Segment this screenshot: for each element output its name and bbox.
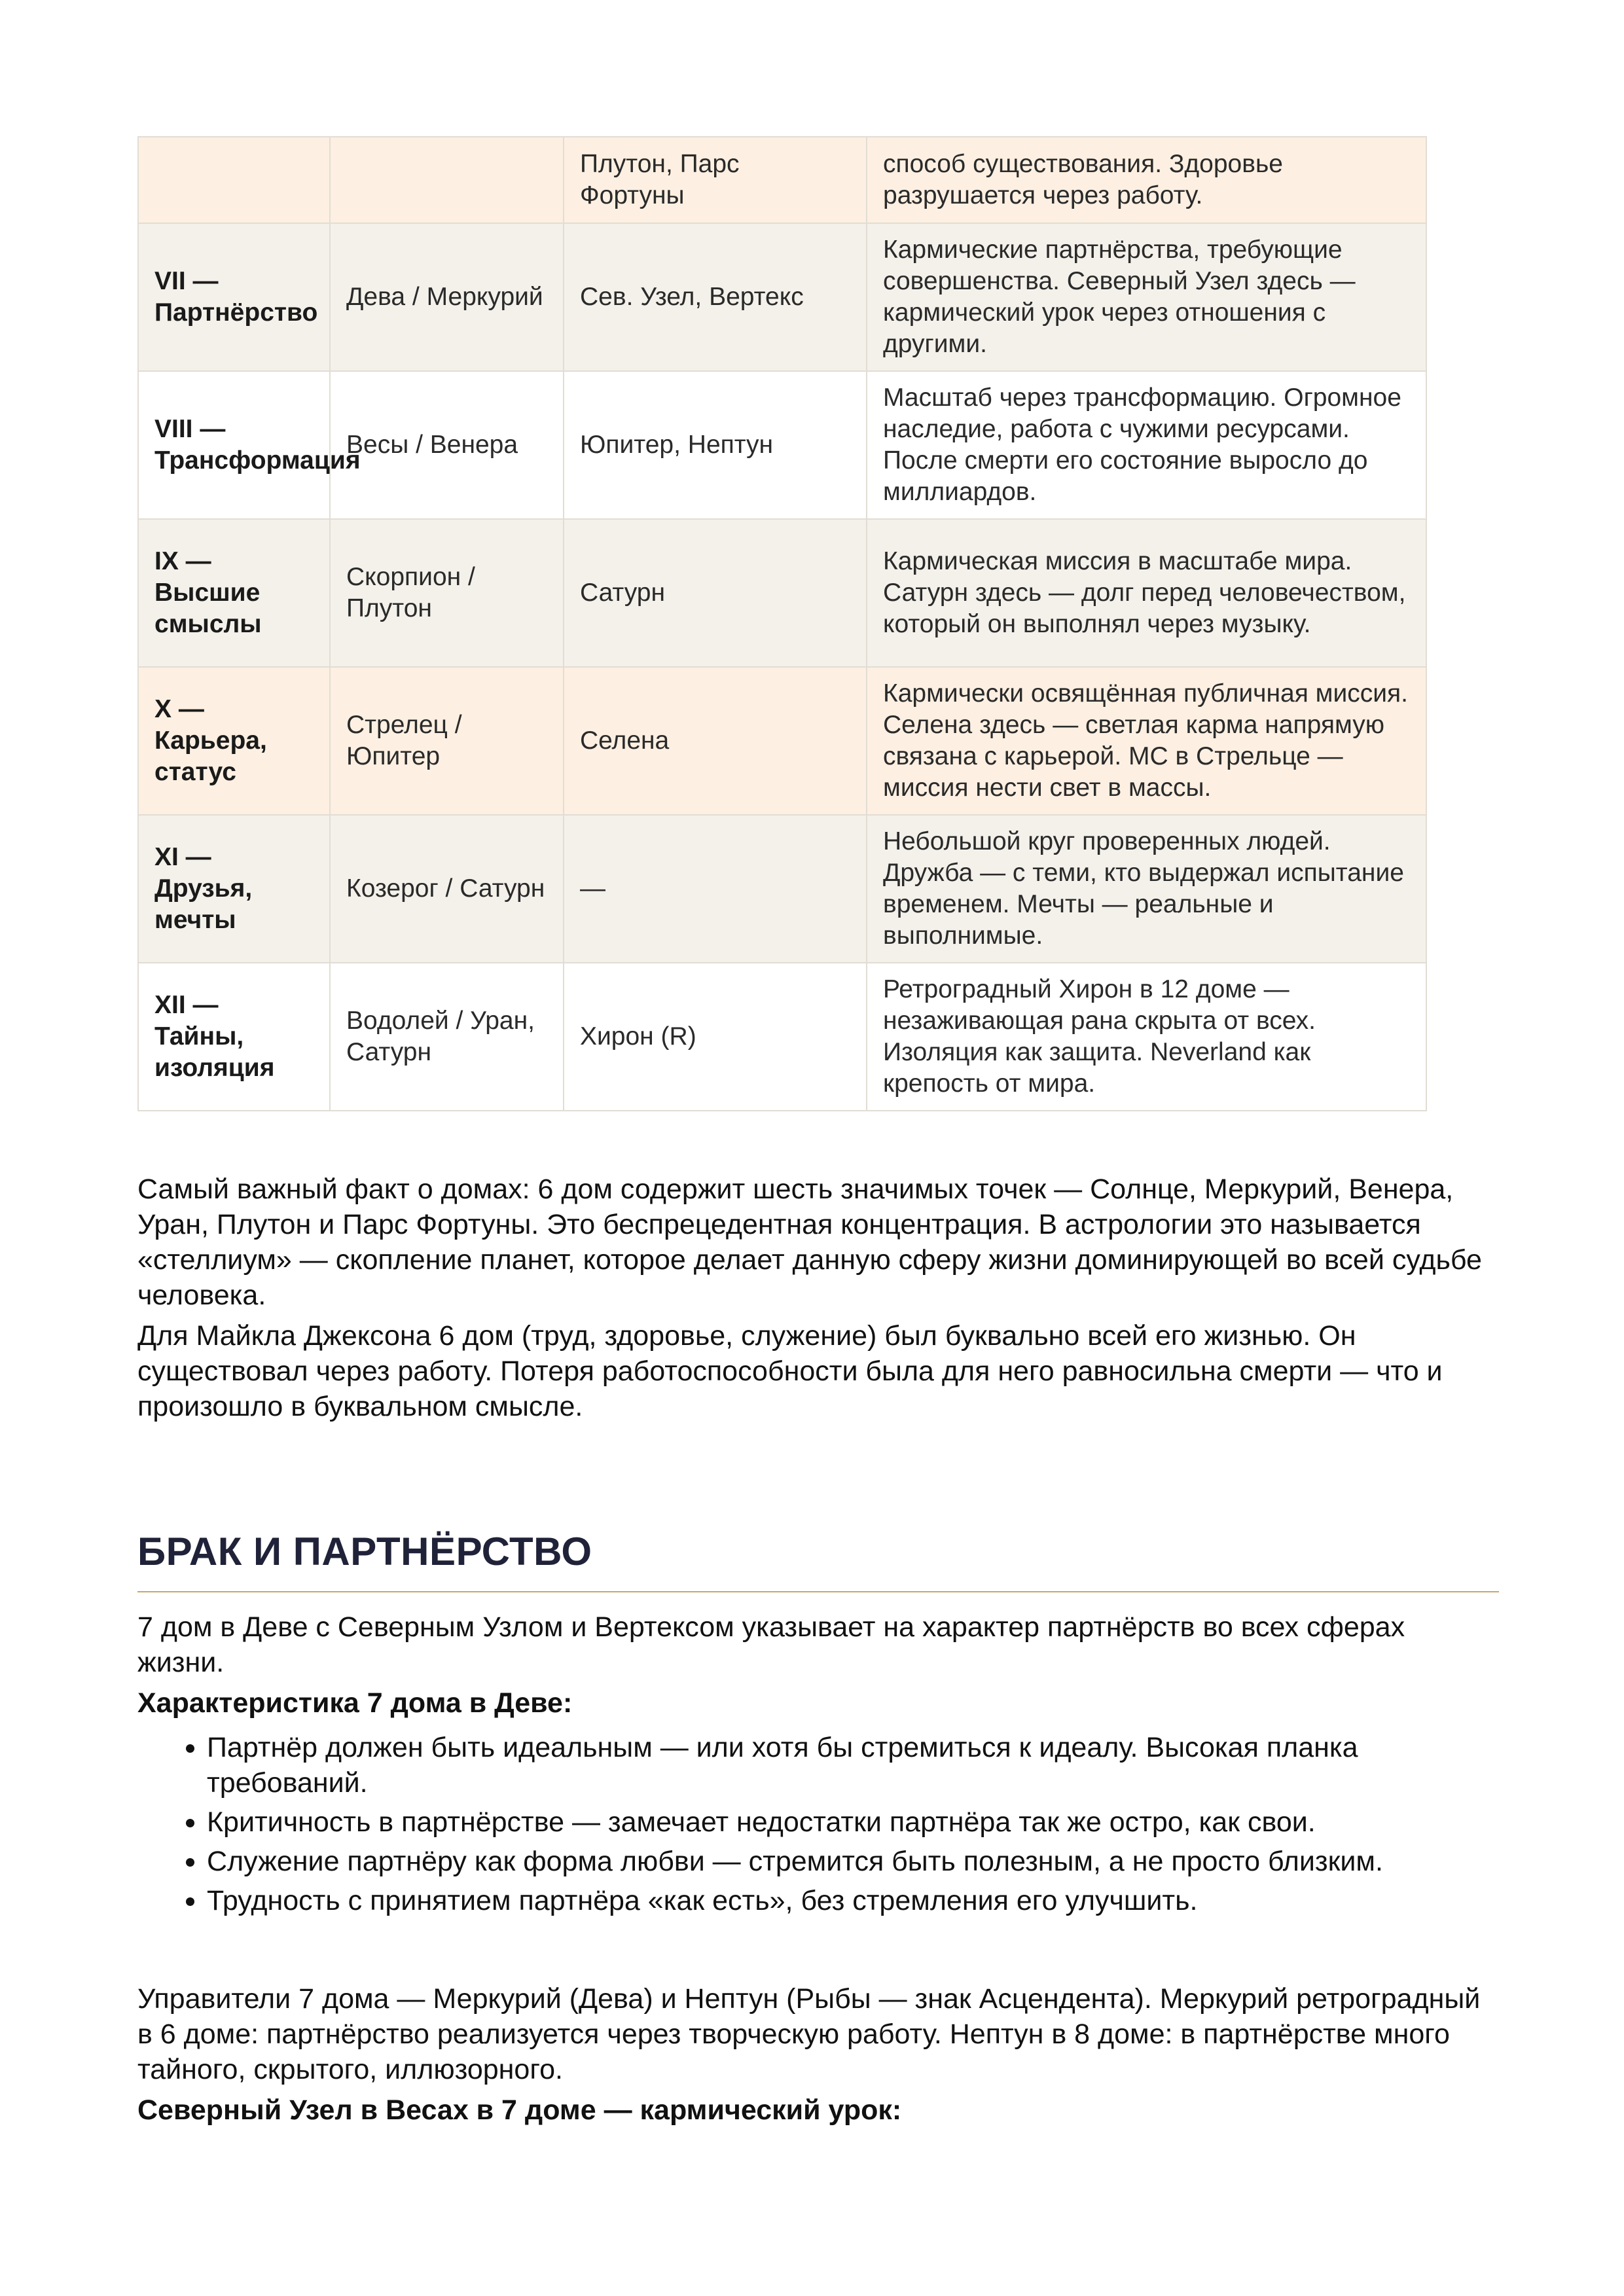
section-intro: 7 дом в Деве с Северным Узлом и Вертексом указывает на характер партнёрств во всех сферах жизни. [137,1611,1405,1678]
table-row [138,371,1426,519]
meaning-cell: способ существования. Здоровье разрушается через работу. [867,137,1426,223]
houses-table-body [138,137,1426,1111]
table-row [138,519,1426,667]
house-cell: X — Карьера, статус [138,667,330,815]
houses-table [137,136,1427,1111]
planets-cell: Юпитер, Нептун [564,371,867,519]
table-row [138,963,1426,1111]
list-item: • Партнёр должен быть идеальным — или хотя бы стремиться к идеалу. Высокая планка требований. [207,1730,1499,1801]
house-cell [138,137,330,223]
meaning-cell: Ретроградный Хирон в 12 доме — незаживающая рана скрыта от всех. Изоляция как защита. Neverland как крепость от мира. [867,963,1426,1111]
sign-ruler-cell: Дева / Меркурий [330,223,564,371]
sign-ruler-cell: Стрелец / Юпитер [330,667,564,815]
meaning-cell: Кармические партнёрства, требующие совершенства. Северный Узел здесь — кармический урок через отношения с другими. [867,223,1426,371]
sign-ruler-cell [330,137,564,223]
planets-cell: Хирон (R) [564,963,867,1111]
planets-cell: Селена [564,667,867,815]
stellium-paragraph: Самый важный факт о домах: 6 дом содержит шесть значимых точек — Солнце, Меркурий, Венера, Уран, Плутон и Парс Фортуны. Это беспрецедентная концентрация. В астрологии это называется «стеллиум» — скопление планет, которое делает данную сферу жизни доминирующей во всей судьбе человека. [137,1174,1482,1311]
sign-ruler-cell: Скорпион / Плутон [330,519,564,667]
meaning-cell: Небольшой круг проверенных людей. Дружба — с теми, кто выдержал испытание временем. Мечты — реальные и выполнимые. [867,815,1426,963]
rulers-paragraph: Управители 7 дома — Меркурий (Дева) и Нептун (Рыбы — знак Асцендента). Меркурий ретроградный в 6 доме: партнёрство реализуется через творческую работу. Нептун в 8 доме: в партнёрстве много тайного, скрытого, иллюзорного. [137,1983,1481,2085]
section-heading: БРАК И ПАРТНЁРСТВО [137,1529,1499,1592]
traits-subheading: Характеристика 7 дома в Деве: [137,1687,573,1719]
traits-list [137,1730,1499,1918]
list-item: • Трудность с принятием партнёра «как есть», без стремления его улучшить. [207,1883,1499,1918]
planets-cell: Сев. Узел, Вертекс [564,223,867,371]
meaning-cell: Масштаб через трансформацию. Огромное наследие, работа с чужими ресурсами. После смерти его состояние выросло до миллиардов. [867,371,1426,519]
house-cell: VII — Партнёрство [138,223,330,371]
house-cell: VIII — Трансформация [138,371,330,519]
table-row [138,667,1426,815]
table-row [138,223,1426,371]
meaning-cell: Кармическая миссия в масштабе мира. Сатурн здесь — долг перед человечеством, который он выполнял через музыку. [867,519,1426,667]
sign-ruler-cell: Козерог / Сатурн [330,815,564,963]
sign-ruler-cell: Весы / Венера [330,371,564,519]
table-row [138,815,1426,963]
list-item: • Служение партнёру как форма любви — стремится быть полезным, а не просто близким. [207,1844,1499,1879]
page-content [137,136,1499,2128]
house-cell: XI — Друзья, мечты [138,815,330,963]
house-cell: XII — Тайны, изоляция [138,963,330,1111]
sixth-house-paragraph: Для Майкла Джексона 6 дом (труд, здоровье, служение) был буквально всей его жизнью. Он существовал через работу. Потеря работоспособности была для него равносильна смерти — что и произошло в буквальном смысле. [137,1320,1443,1422]
planets-cell: Плутон, Парс Фортуны [564,137,867,223]
planets-cell: — [564,815,867,963]
meaning-cell: Кармически освящённая публичная миссия. Селена здесь — светлая карма напрямую связана с карьерой. MC в Стрельце — миссия нести свет в массы. [867,667,1426,815]
table-row [138,137,1426,223]
north-node-subheading: Северный Узел в Весах в 7 доме — кармический урок: [137,2094,902,2126]
list-item: • Критичность в партнёрстве — замечает недостатки партнёра так же остро, как свои. [207,1804,1499,1840]
sign-ruler-cell: Водолей / Уран, Сатурн [330,963,564,1111]
house-cell: IX — Высшие смыслы [138,519,330,667]
planets-cell: Сатурн [564,519,867,667]
